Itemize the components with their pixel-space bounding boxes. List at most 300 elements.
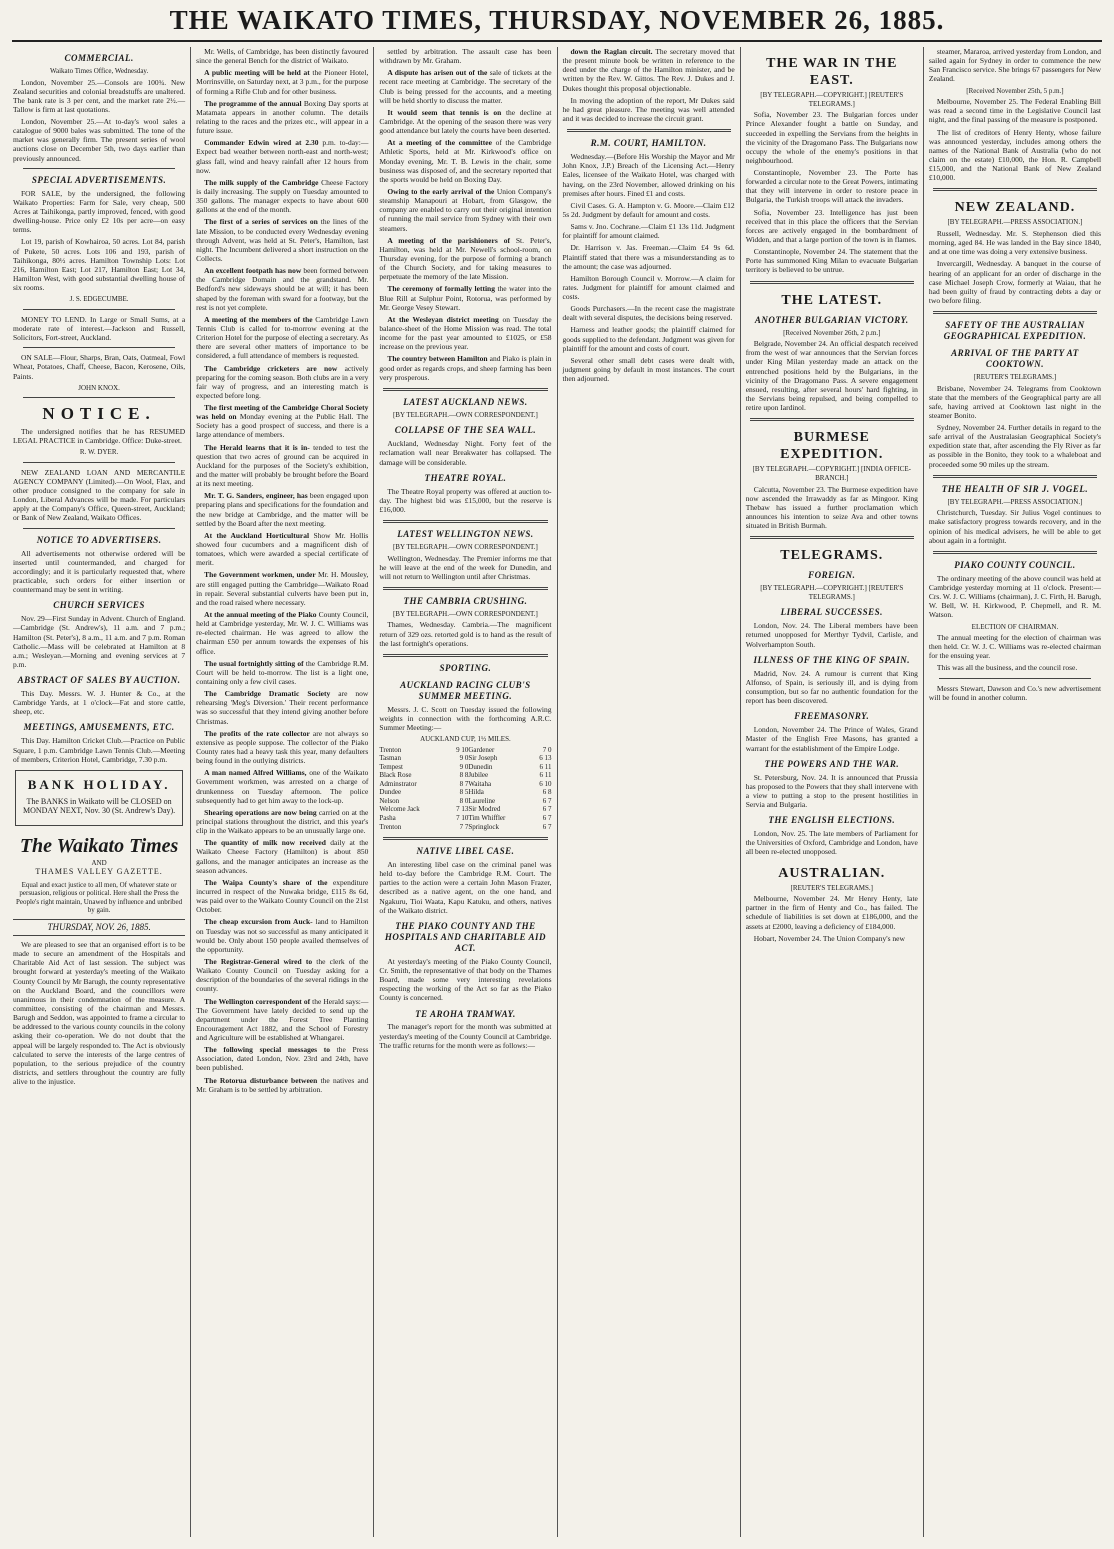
horse-name: Dundee (379, 788, 402, 797)
horse-weight: 6 11 (539, 771, 552, 780)
australian-source: [REUTER'S TELEGRAMS.] (790, 883, 873, 892)
paragraph-body: daily at the Waikato Cheese Factory (Hamilton) is about 850 gallons, and the manager anticipates an increase as the season advances. (196, 838, 369, 875)
horse-name: Waitaha (468, 779, 492, 788)
column-1 (8, 47, 190, 1537)
council-closing-text: This was all the business, and the council rose. (936, 663, 1078, 673)
meetings-text: This Day. Hamilton Cricket Club.—Practice on Public Square, 1 p.m. Cambridge Lawn Tennis Club.—Meeting of members, Criterion Hotel, Cambridge, 7.30 p.m. (13, 736, 186, 764)
paragraph-body: on Tuesday the balance-sheet of the Home Mission was read. The total income for the past year amounted to £1025, or £58 increase on the previous year. (379, 314, 552, 352)
horse-weight: 9 10 (456, 745, 469, 754)
horse-weight: 6 8 (542, 788, 552, 797)
paragraph-body: Union Company's steamship Manapouri at Hobart, from Glasgow, the company are enabled to carry out their original intention of running the mail service from Sydney with their own steamers. (379, 186, 552, 233)
australian-heading: AUSTRALIAN. (778, 865, 886, 881)
foreign-source: [BY TELEGRAPH.—COPYRIGHT.] [REUTER'S TELEGRAMS.] (760, 584, 904, 601)
editorial-masthead (13, 834, 185, 877)
divider (933, 475, 1097, 478)
foreign-heading: FOREIGN. (808, 570, 856, 581)
paragraph-body: the lines of the late Mission, to be conducted every Wednesday evening through Advent, was held at St. Peter's, Hamilton, last night. The Incumbent delivered a short instruction on the Collects. (196, 217, 369, 263)
rm-court-text: Several other small debt cases were dealt with, judgment going by default in most instances. The court then adjourned. (562, 355, 735, 384)
meetings-heading: MEETINGS, AMUSEMENTS, ETC. (23, 722, 175, 733)
paragraph-body: the decline at Cambridge. At the opening of the season there was very good attendance but lately the courts have been deserted. (379, 107, 552, 136)
piako-hospitals-text: At yesterday's meeting of the Piako County Council, Cr. Smith, the representative of that body on the Thames Board, made some very interesting revelations respecting the working of the Act so far as the Piako County is concerned. (379, 956, 552, 1003)
paragraph-body: been engaged upon preparing plans and specifications for the foundation and the new bridge at Cambridge, and the matter will be settled by the Board after the next meeting. (196, 491, 369, 528)
auction-abstract-heading: ABSTRACT OF SALES BY AUCTION. (17, 675, 181, 686)
masthead (12, 0, 1102, 42)
church-services-heading: CHURCH SERVICES (53, 600, 145, 611)
news-paragraph: The list of creditors of Henry Henty, whose failure was announced yesterday, includes among others the names of the National Bank of Australia (who do not claim on the estate) £10,000, the Hon. R. Campbell £15,000, and the National Bank of New Zealand £10,000. (928, 127, 1102, 183)
horse-name: Hilda (468, 788, 484, 797)
burmese-source: [BY TELEGRAPH.—COPYRIGHT.] [INDIA OFFICE-BRANCH.] (752, 465, 911, 482)
tramway-heading: TE AROHA TRAMWAY. (415, 1008, 516, 1019)
new-zealand-source: [BY TELEGRAPH.—PRESS ASSOCIATION.] (947, 218, 1083, 227)
paragraph-lead: The country between Hamilton (387, 354, 488, 364)
wellington-news-text: Wellington, Wednesday. The Premier informs me that he will leave at the end of the week for Dunedin, and will not return to Wellington until after Christmas. (379, 553, 552, 581)
paragraph-lead: down the Raglan circuit. (570, 47, 653, 56)
horse-weight: 7 10 (456, 814, 469, 823)
paragraph-lead: The first meeting of the Cambridge Choral Society was held on (196, 403, 369, 422)
news-paragraph (196, 99, 368, 136)
horse-weight: 7 7 (459, 822, 469, 831)
weights-row (379, 754, 551, 763)
divider (23, 528, 175, 529)
illness-text: Madrid, Nov. 24. A rumour is current that King Alfonso, of Spain, is seriously ill, and is dying from consumption, but so far no authentic foundation for the report has been discovered. (745, 668, 918, 706)
special-ads-heading: SPECIAL ADVERTISEMENTS. (31, 174, 167, 185)
elections-text: London, Nov. 25. The late members of Parliament for the Universities of Oxford, Cambridge and London, have all been re-elected unopposed. (745, 829, 918, 857)
paragraph-body: Show Mr. Hollis showed four cucumbers and a magnificent dish of tomatoes, which were awarded a special certificate of merit. (196, 530, 369, 568)
columns (8, 47, 1106, 1537)
paragraph-lead: The Waipa County's share of the (204, 877, 328, 887)
notice-text: The undersigned notifies that he has RESUMED LEGAL PRACTICE in Cambridge. Office: Duke-street. (13, 426, 186, 446)
advertisement-note: Messrs Stewart, Dawson and Co.'s new advertisement will be found in another column. (928, 683, 1102, 702)
paragraph-lead: The Wellington correspondent of (204, 996, 311, 1006)
arrival-text: Brisbane, November 24. Telegrams from Cooktown state that the members of the Geographical party are all safe, having arrived at Cooktown last night in the steamer Bonito. (928, 383, 1102, 420)
editorial-dateline: THURSDAY, NOV. 26, 1885. (13, 919, 185, 936)
paragraph-lead: The cheap excursion from Auck- (204, 917, 313, 927)
news-paragraph: In moving the adoption of the report, Mr Dukes said he had great pleasure. The meeting was well attended and it was decided to increase the circuit grant. (562, 95, 735, 123)
paragraph-lead: At the annual meeting of the Piako (204, 610, 317, 620)
news-paragraph (379, 108, 551, 135)
news-paragraph (196, 443, 368, 489)
paragraph-body: Monday evening at the Public Hall. The Society has a good prospect of success, and there is a large attendance of members. (196, 412, 369, 440)
paragraph-body: sale of tickets at the recent race meeting at Cambridge. The secretary of the Club is being pressed for the accounts, and a meeting will be held shortly to discuss the matter. (379, 68, 552, 105)
news-paragraph (196, 315, 368, 361)
news-paragraph (379, 284, 551, 311)
burmese-text: Calcutta, November 23. The Burmese expedition have now ascended the Irrawaddy as far as Mingoor. King Thebaw has issued a further proclamation which announces his intention to seize Ava and other towns situated in British Burmah. (745, 484, 918, 531)
horse-name: Trenton (379, 822, 402, 831)
divider (567, 129, 731, 132)
news-paragraph (379, 68, 551, 105)
horse-weight: 8 7 (459, 779, 469, 788)
paragraph-body: County Council, held at Cambridge yesterday, Mr. W. J. C. Williams was re-elected chairman. He was agreed to allow the chairman £50 per annum towards the expenses of his office. (196, 610, 369, 656)
paragraph-lead: Shearing operations are now being (204, 807, 317, 817)
horse-name: Gardener (468, 745, 495, 754)
rm-court-text: Harness and leather goods; the plaintiff claimed for goods supplied to the defendant. Judgment was given for plaintiff for the amount and costs of court. (562, 325, 735, 353)
horse-name: Pasha (379, 814, 396, 823)
paragraph-lead: A public meeting will be held at (204, 68, 310, 78)
war-text: Sofia, November 23. The Bulgarian forces under Prince Alexander fought a battle on Sunday, and succeeded in expelling the Servians from the heights in the vicinity of the Dragomano Pass. The Bulgarians now occupy the whole of the enemy's positions in that neighbourhood. (745, 110, 918, 165)
divider (23, 462, 175, 463)
paper-gazette: THAMES VALLEY GAZETTE. (35, 867, 163, 877)
paragraph-lead: The milk supply of the Cambridge (204, 177, 319, 187)
horse-name: Sir Joseph (468, 754, 498, 763)
news-paragraph (196, 768, 368, 805)
news-paragraph (196, 138, 368, 175)
latest-heading: THE LATEST. (781, 292, 883, 308)
paragraph-body: the Cambridge R.M. Court will be held to-morrow. The list is a light one, containing only a few civil cases. (196, 658, 369, 686)
auckland-news-source: [BY TELEGRAPH.—OWN CORRESPONDENT.] (392, 410, 538, 419)
news-paragraph (196, 217, 368, 263)
paragraph-body: actively preparing for the coming season. Both clubs are in a very fair way of progress, and an interesting match is expected before long. (196, 363, 369, 400)
weights-row (379, 797, 551, 806)
horse-weight: 6 7 (542, 814, 552, 823)
paragraph-body: the water into the Blue Rill at Sulphur Point, Rotorua, was performed by Mr. George Vesey Stewart. (379, 284, 552, 312)
news-paragraph (196, 491, 368, 528)
paragraph-lead: A meeting of the members of the (204, 314, 313, 324)
paragraph-lead: The usual fortnightly sitting of (204, 658, 304, 668)
paragraph-body: the natives and Mr. Graham is to be settled by arbitration. (196, 1075, 369, 1094)
wellington-news-source: [BY TELEGRAPH.—OWN CORRESPONDENT.] (392, 543, 538, 552)
horse-weight: 7 13 (456, 805, 469, 814)
divider (933, 311, 1097, 314)
news-paragraph (196, 659, 368, 686)
special-ad-text: FOR SALE, by the undersigned, the following Waikato Properties: Farm for Sale, very cheap, 500 Acres at Taihikonga, partly improved, fenced, with good dwelling-house. Price only £2 10s per acre—on easy terms. (13, 188, 186, 235)
wellington-news-heading: LATEST WELLINGTON NEWS. (397, 529, 534, 540)
horse-name: Sir Modred (468, 805, 501, 814)
rm-court-text: Sams v. Jno. Cochrane.—Claim £1 13s 11d. Judgment for plaintiff for amount claimed. (562, 222, 735, 241)
rm-court-text: Hamilton Borough Council v. Morrow.—A claim for rates. Judgment for plaintiff for amount claimed and costs. (562, 273, 735, 302)
news-paragraph (379, 236, 551, 282)
paragraph-lead: The Herald learns that it is in- (204, 442, 310, 452)
theatre-heading: THEATRE ROYAL. (424, 472, 507, 483)
sporting-heading: SPORTING. (439, 662, 492, 673)
weights-row (379, 814, 551, 823)
lots-text: Lot 19, parish of Kowhairoa, 50 acres. Lot 84, parish of Pukete, 50 acres. Lots 106 and 193, parish of Taihikonga, 80½ acres. Hamilton Township Lots: Lot 216, Hamilton East; Lot 217, Hamilton East; Lot 34, Hamilton West, with good substantial dwelling house of six rooms. (13, 237, 186, 293)
paragraph-lead: The Cambridge cricketers are now (204, 363, 338, 373)
horse-weight: 6 7 (542, 796, 552, 805)
weights-row (379, 763, 551, 772)
arrival-heading: ARRIVAL OF THE PARTY AT COOKTOWN. (951, 348, 1079, 369)
divider (939, 678, 1091, 679)
news-paragraph (196, 997, 368, 1043)
auckland-news-heading: LATEST AUCKLAND NEWS. (403, 396, 528, 407)
paragraph-lead: The Government workmen, under (204, 570, 316, 580)
paragraph-lead: The Cambridge Dramatic Society (204, 689, 331, 699)
racing-club-heading: AUCKLAND RACING CLUB'S SUMMER MEETING. (400, 679, 531, 701)
news-paragraph (196, 178, 368, 215)
paragraph-body: p.m. to-day:—Expect bad weather between north-east and north-west; glass fall, wind and heavy rainfall after 12 hours from now. (196, 138, 369, 175)
paragraph-lead: A dispute has arisen out of the (387, 68, 488, 78)
news-paragraph (196, 531, 368, 568)
news-paragraph: Melbourne, November 25. The Federal Enabling Bill was read a second time in the Legislative Council last night, and the final passing of the measure is postponed. (928, 97, 1102, 125)
editorial-text: We are pleased to see that an organised effort is to be made to secure an amendment of the Hospitals and Charitable Aid Act of last session. The subject was brought forward at yesterday's meeting of the Waikato County Council by Mr Barugh, the county representative on the Auckland Board, and the councillors were unanimous in their condemnation of the measure. A committee, consisting of the chairman and Messrs. Barugh and Seddon, was appointed to frame a circular to be addressed to the various county councils in the colony asking their co-operation. We do not doubt that the appeal will be largely responded to. The Act is obviously calculated to serve the interests of the large centres of population, to the serious prejudice of the country districts, and settlers throughout the country are fully alive to the injustice. (13, 939, 186, 1087)
telegrams-heading: TELEGRAMS. (780, 548, 884, 564)
paragraph-body: St. Peter's, Hamilton, was held at Mr. Newell's school-room, on Thursday evening, for the purpose of forming a branch of the Church Society, and for taking measures to perpetuate the memory of the late Mission. (379, 235, 552, 282)
weights-table (379, 746, 551, 831)
news-paragraph (196, 1076, 368, 1094)
news-paragraph: settled by arbitration. The assault case has been withdrawn by Mr. Graham. (379, 47, 552, 66)
horse-weight: 8 0 (459, 796, 469, 805)
divider (383, 587, 547, 590)
horse-name: Welcome Jack (379, 805, 420, 814)
vogel-heading: THE HEALTH OF SIR J. VOGEL. (941, 483, 1089, 494)
edgecumbe-signature: J. S. EDGECUMBE. (69, 295, 129, 304)
paragraph-body: Cambridge Lawn Tennis Club is called for to-morrow evening at the Criterion Hotel for the purpose of electing a secretary. As there are several other matters of importance to be considered, a full attendance of members is requested. (196, 314, 369, 361)
paragraph-body: Mr. H. Mousley, are still engaged putting the Cambridge—Waikato Road in repair. Several substantial culverts have been put in, and the road raised where necessary. (196, 570, 369, 607)
news-paragraph: Mr. Wells, of Cambridge, has been distinctly favoured since the general Bench for the district of Waikato. (196, 47, 369, 66)
paragraph-lead: The ceremony of formally letting (387, 284, 495, 294)
news-paragraph (196, 610, 368, 656)
divider (750, 536, 914, 539)
horse-name: Black Rose (379, 771, 412, 780)
australian-text: Melbourne, November 24. Mr Henry Henty, late partner in the firm of Henty and Co., has failed. The schedule of liabilities is set down at £186,000, and the assets at £2000, leaving a deficiency of £184,000. (745, 894, 918, 931)
paragraph-body: the Pioneer Hotel, Morrinsville, on Saturday next, at 3 p.m., for the purpose of forming a Rifle Club and for other business. (196, 68, 369, 96)
received-note: [Received November 25th, 5 p.m.] (966, 86, 1064, 95)
paragraph-body: of the Cambridge Athletic Sports, held at Mr. Kirkwood's office on Monday evening, Mr. T. B. Lewis in the chair, some business was disposed of, and the secretary reported that the sports would be held on Boxing Day. (379, 138, 552, 184)
liberal-text: London, Nov. 24. The Liberal members have been returned unopposed for Merthyr Tydvil, Carlisle, and Wolverhampton South. (745, 621, 918, 649)
news-paragraph (196, 403, 368, 440)
horse-weight: 6 11 (539, 762, 552, 771)
horse-weight: 9 0 (459, 754, 469, 763)
news-paragraph (196, 266, 368, 312)
paragraph-body: expenditure incurred in respect of the Nuwaka bridge, £115 8s 6d, was paid over to the Waikato County Council on the 21st October. (196, 877, 369, 915)
horse-weight: 9 0 (459, 762, 469, 771)
paragraph-body: are now rehearsing 'Meg's Diversion.' Their recent performance was so successful that they intend giving another before Christmas. (196, 689, 369, 726)
divider (933, 551, 1097, 554)
paragraph-lead: It would seem that tennis is on (387, 107, 502, 117)
rm-court-text: Wednesday.—(Before His Worship the Mayor and Mr John Knox, J.P.) Breach of the Licensing Act.—Henry Eales, licensee of the Waikato Hotel, was charged with having, on the 23rd November, allowed drinking on his premises after hours. Fined £1 and costs. (562, 152, 735, 198)
divider (750, 281, 914, 284)
money-to-lend-ad: MONEY TO LEND. In Large or Small Sums, at a moderate rate of interest.—Jackson and Russell, Solicitors, Fort-street, Auckland. (13, 314, 186, 343)
commercial-subheading: Waikato Times Office, Wednesday. (49, 66, 149, 75)
divider (23, 397, 175, 398)
cambria-source: [BY TELEGRAPH.—OWN CORRESPONDENT.] (392, 609, 538, 618)
election-chairman-heading: ELECTION OF CHAIRMAN. (971, 622, 1059, 631)
weights-row (379, 788, 551, 797)
news-paragraph (196, 917, 368, 954)
news-paragraph (196, 68, 368, 95)
divider (383, 654, 547, 657)
horse-weight: 7 0 (542, 745, 552, 754)
news-paragraph (196, 957, 368, 994)
new-zealand-heading: NEW ZEALAND. (954, 200, 1076, 216)
news-paragraph (379, 138, 551, 184)
paragraph-body: are not always so extensive as people suppose. The collector of the Piako County rates had a heavy task this year, many defaulters being found in the outlying districts. (196, 728, 369, 766)
cambria-text: Thames, Wednesday. Cambria.—The magnificent return of 329 ozs. retorted gold is to hand as the result of the last fortnight's operations. (379, 620, 552, 648)
bulgarian-victory-heading: ANOTHER BULGARIAN VICTORY. (754, 314, 909, 325)
divider (23, 168, 175, 169)
rm-court-text: Dr. Harrison v. Jas. Freeman.—Claim £4 9s 6d. Plaintiff stated that there was a misunderstanding as to the amount; the case was adjourned. (562, 243, 735, 271)
dyer-signature: R. W. DYER. (79, 448, 119, 457)
divider (383, 520, 547, 523)
horse-name: Springlock (468, 822, 500, 831)
war-source: [BY TELEGRAPH.—COPYRIGHT.] [REUTER'S TELEGRAMS.] (760, 91, 904, 108)
war-text: Constantinople, November 23. The Porte has forwarded a circular note to the Great Powers, intimating that they will intervene in order to restore peace in Bulgaria, the Turkish troops will attack the invaders. (745, 168, 918, 205)
sea-wall-text: Auckland, Wednesday Night. Forty feet of the reclamation wall near Breakwater has collapsed. The damage will be considerable. (379, 439, 552, 467)
divider (383, 388, 547, 391)
news-paragraph (196, 878, 368, 915)
nz-loan-ad: NEW ZEALAND LOAN AND MERCANTILE AGENCY COMPANY (Limited).—On Wool, Flax, and other produce consigned to the company for sale in London, Liberal Advances will be made. For particulars apply at the Company's Office, Queen-street, Auckland; or Bank of New Zealand, Waikato Offices. (13, 467, 186, 523)
bank-holiday-box (15, 770, 183, 826)
horse-name: Jubilee (468, 771, 489, 780)
paragraph-lead: The programme of the annual (204, 98, 302, 108)
paragraph-lead: At the Auckland Horticultural (204, 530, 310, 540)
paragraph-lead: Commander Edwin wired at 2.30 (204, 138, 319, 148)
war-heading: THE WAR IN THE EAST. (766, 56, 898, 89)
on-sale-ad: ON SALE—Flour, Sharps, Bran, Oats, Oatmeal, Fowl Wheat, Potatoes, Chaff, Cheese, Bacon, Kerosene, Oils, Paints. (13, 353, 186, 381)
knox-signature: JOHN KNOX. (78, 383, 120, 392)
paragraph-lead: At the Wesleyan district meeting (387, 314, 499, 324)
paper-motto: Equal and exact justice to all men, Of whatever state or persuasion, religious or political. Here shall the Press the People's right maintain, Unawed by influence and unbribed by gain. (16, 880, 183, 915)
advertisers-notice-text: All advertisements not otherwise ordered will be inserted until countermanded, and charged for accordingly; and it is particularly requested that, where practicable, such orders for either insertion or countermand may be sent in writing. (13, 548, 186, 595)
australian-text: Hobart, November 24. The Union Company's new (753, 933, 905, 943)
rm-court-heading: R.M. COURT, HAMILTON. (590, 138, 707, 149)
latest-text: Belgrade, November 24. An official despatch received from the west of war announces that the Servian forces under King Milan yesterday made an attack on the entrenched positions held by the Bulgarians, in the vicinity of the Dragomano Pass. A severe engagement ensued, resulting, after several hours' hard fighting, in the Servians being repulsed, and being compelled to retire upon Iardinol. (745, 339, 918, 413)
paragraph-body: Cheese Factory is daily increasing. The supply on Tuesday amounted to 350 gallons. The manager expects to have about 600 gallons at the end of the month. (196, 177, 369, 215)
burmese-heading: BURMESE EXPEDITION. (780, 430, 884, 463)
paragraph-body: one of the Waikato Government workmen, was arrested on a charge of drunkenness on Tuesday afternoon. The police subsequently had to get him away to the lock-up. (196, 768, 369, 805)
council-text: The ordinary meeting of the above council was held at Cambridge yesterday morning at 11 o'clock. Present:—Crs. W. J. C. Williams (chairman), J. C. Firth, H. Barugh, W. Bell, W. H. Kirkwood, P. Chepmell, and R. M. Watson. (928, 573, 1102, 620)
weights-row (379, 805, 551, 814)
news-paragraph (379, 187, 551, 233)
weights-row (379, 823, 551, 832)
powers-heading: THE POWERS AND THE WAR. (764, 758, 900, 769)
commercial-text: London, November 25.—Consols are 100¾. New Zealand securities and colonial breadstuffs are unaltered. The bank rate is 3 per cent, and the market rate 2½.—Tallow is firm at last quotations. (13, 77, 186, 114)
paragraph-body: carried on at the principal stations throughout the district, and this year's clip in the Waikato appears to be an unusually large one. (196, 807, 369, 836)
cambria-heading: THE CAMBRIA CRUSHING. (403, 595, 528, 606)
column-4 (557, 47, 740, 1537)
freemasonry-text: London, November 24. The Prince of Wales, Grand Master of the English Free Masons, has granted a warrant for the establishment of the Empire Lodge. (745, 725, 918, 753)
bank-holiday-heading: BANK HOLIDAY. (27, 776, 171, 792)
wool-text: London, November 25.—At to-day's wool sales a catalogue of 9000 bales was submitted. The tone of the market was generally firm. The present series of wool auctions close on December 5th, two days earlier than previously announced. (13, 117, 186, 163)
news-paragraph (563, 47, 735, 93)
paragraph-lead: The first of a series of services on (204, 217, 318, 227)
vogel-source: [BY TELEGRAPH.—PRESS ASSOCIATION.] (947, 497, 1083, 506)
paragraph-lead: The following special messages to (204, 1045, 331, 1055)
freemasonry-heading: FREEMASONRY. (794, 711, 870, 722)
paragraph-body: tended to test the question that two acres of ground can be acquired in Auckland for the purposes of the Society's exhibition, and the matter will probably be brought before the Board at its next meeting. (196, 442, 369, 489)
divider (750, 418, 914, 421)
horse-name: Tim Whiffler (468, 814, 506, 823)
paragraph-lead: The Rotorua disturbance between (204, 1075, 318, 1085)
war-text: Constantinople, November 24. The statement that the Porte has summoned King Milan to evacuate Bulgarian territory is believed to be untrue. (745, 247, 918, 275)
paragraph-body: The secretary moved that the present minute book be written in reference to the deed under the charge of the Hamilton minister, and be written by the Rev. W. Gittos. The Rev. J. Dukes and J. Dukes thought this proposal objectionable. (562, 47, 735, 93)
sea-wall-heading: COLLAPSE OF THE SEA WALL. (394, 425, 537, 436)
divider (23, 309, 175, 310)
horse-name: Dunedin (468, 762, 493, 771)
news-paragraph (196, 729, 368, 766)
horse-name: Adminstrator (379, 779, 417, 788)
new-zealand-text: Invercargill, Wednesday. A banquet in the course of hearing of an applicant for an order of discharge in the case Michael Joseph Crow, formerly at Waiau, that he had been guilty of fraud by contracting debts a day or two before filing. (928, 259, 1102, 305)
news-paragraph (379, 354, 551, 381)
horse-name: Tempest (379, 762, 403, 771)
column-2 (190, 47, 373, 1537)
paragraph-body: the clerk of the Waikato County Council on Tuesday asking for a description of the boundaries of the several ridings in the county. (196, 956, 369, 994)
news-paragraph (196, 570, 368, 607)
racing-club-text: Messrs. J. C. Scott on Tuesday issued the following weights in connection with the forthcoming A.R.C. Summer Meeting:— (379, 704, 552, 733)
advertisers-notice-heading: NOTICE TO ADVERTISERS. (36, 534, 162, 545)
news-paragraph (196, 1045, 368, 1072)
libel-case-heading: NATIVE LIBEL CASE. (416, 846, 515, 857)
arrival-source: [REUTER'S TELEGRAMS.] (973, 372, 1057, 381)
theatre-text: The Theatre Royal property was offered at auction to-day. The highest bid was £15,000, but the reserve is £16,000. (379, 486, 552, 514)
elections-heading: THE ENGLISH ELECTIONS. (768, 815, 896, 826)
paragraph-body: the Herald says:—The Government have lately decided to send up the department under the Forest Tree Planting Encouragement Act 1882, and the School of Forestry and Agriculture will be established at Whangarei. (196, 996, 369, 1043)
cup-heading: AUCKLAND CUP, 1½ MILES. (420, 735, 511, 744)
election-chairman-text: The annual meeting for the election of chairman was then held. Cr. W. J. C. Williams was re-elected chairman for the ensuing year. (928, 633, 1102, 661)
horse-weight: 6 13 (539, 754, 552, 763)
paragraph-body: and Piako is plain in good order as regards crops, and sheep farming has been very prosperous. (379, 354, 552, 382)
paper-name: The Waikato Times (19, 835, 179, 858)
paragraph-body: been formed between the Cambridge Domain and the grandstand. Mr. Bedford's new sideways should be at will; it has been shaped by the foreman with sward for a footway, but the rest is not yet complete. (196, 266, 369, 312)
column-3 (373, 47, 556, 1537)
paragraph-lead: An excellent footpath has now (204, 266, 302, 276)
paragraph-lead: The quantity of milk now received (204, 838, 326, 848)
church-services-text: Nov. 29—First Sunday in Advent. Church of England.—Cambridge (St. Andrew's), 11 a.m. and 7 p.m.; Hamilton (St. Peter's), 8 a.m., 11 a.m. and 7 p.m. Roman Catholic.—Mass will be celebrated at Hamilton at 8 a.m.; Wesleyan.—Morning and evening services at 7 p.m. (13, 614, 186, 669)
rm-court-text: Civil Cases. G. A. Hampton v. G. Moore.—Claim £12 5s 2d. Judgment by default for amount and costs. (562, 200, 735, 219)
column-6 (923, 47, 1106, 1537)
divider (383, 837, 547, 840)
paragraph-lead: A meeting of the parishioners of (387, 235, 510, 245)
paragraph-lead: The profits of the rate collector (204, 728, 310, 738)
horse-name: Trenton (379, 745, 402, 754)
libel-case-text: An interesting libel case on the criminal panel was held to-day before the Cambridge R.M. Court. The parties to the action were a certain John Mason Frazer, described as a native agent, on the one hand, and Ngakuru, Tioi Waata, Kapu Katuku, and others, natives of the Waikato district. (379, 860, 552, 915)
paragraph-lead: A man named Alfred Williams, (204, 768, 307, 778)
news-paragraph (196, 838, 368, 875)
arrival-text: Sydney, November 24. Further details in regard to the safe arrival of the Australasian Geographical Society's expedition state that, after ascending the Fly River as far as possible in the Bonito, they took to a whaleboat and proceeded some 90 miles up the stream. (928, 423, 1102, 469)
horse-name: Nelson (379, 796, 400, 805)
paragraph-lead: Owing to the early arrival of the (387, 186, 495, 196)
war-text: Sofia, November 23. Intelligence has just been received that in this place the officers that the Servian forces are actively engaged in the bombardment of Widden, and that a large portion of the town is in flames. (745, 207, 918, 245)
news-paragraph (379, 315, 551, 352)
liberal-heading: LIBERAL SUCCESSES. (780, 607, 883, 618)
news-paragraph (196, 808, 368, 835)
paragraph-body: Boxing Day sports at Matamata appears in another column. The details relating to the races and the prizes etc., will appear in a future issue. (196, 98, 369, 136)
horse-weight: 8 8 (459, 771, 469, 780)
horse-weight: 6 7 (542, 822, 552, 831)
newspaper-title: THE WAIKATO TIMES, THURSDAY, NOVEMBER 26, 1885. (169, 4, 945, 35)
rm-court-text: Goods Purchasers.—In the recent case the magistrate dealt with several disputes, the decisions being reserved. (562, 304, 735, 323)
piako-hospitals-heading: THE PIAKO COUNTY AND THE HOSPITALS AND CHARITABLE AID ACT. (384, 920, 546, 953)
commercial-heading: COMMERCIAL. (64, 53, 134, 63)
horse-name: Laureline (468, 796, 496, 805)
safety-heading: SAFETY OF THE AUSTRALIAN GEOGRAPHICAL EXPEDITION. (943, 320, 1087, 342)
tramway-text: The manager's report for the month was submitted at yesterday's meeting of the County Council at Cambridge. The traffic returns for the month were as follows:— (379, 1022, 552, 1050)
paragraph-lead: At a meeting of the committee (387, 138, 492, 148)
horse-weight: 6 10 (539, 779, 552, 788)
illness-heading: ILLNESS OF THE KING OF SPAIN. (753, 654, 911, 665)
latest-received: [Received November 26th, 2 p.m.] (783, 328, 881, 337)
paragraph-lead: The Registrar-General wired to (204, 956, 313, 966)
horse-name: Tasman (379, 754, 402, 763)
bank-holiday-text: The BANKS in Waikato will be CLOSED on MONDAY NEXT, Nov. 30 (St. Andrew's Day). (23, 796, 176, 816)
column-5 (740, 47, 923, 1537)
divider (23, 347, 175, 348)
horse-weight: 8 5 (459, 788, 469, 797)
paragraph-body: land to Hamilton on Tuesday was not so successful as many anticipated it would be. Only about 150 people availed themselves of the opportunity. (196, 917, 369, 954)
auction-abstract-text: This Day. Messrs. W. J. Hunter & Co., at the Cambridge Yards, at 1 o'clock—Fat and store cattle, sheep, etc. (13, 689, 186, 717)
divider (933, 188, 1097, 191)
news-paragraph (196, 364, 368, 401)
paper-and: AND (91, 858, 107, 867)
paragraph-lead: Mr. T. G. Sanders, engineer, has (204, 491, 308, 501)
paragraph-body: the Press Association, dated London, Nov. 23rd and 24th, have been published. (196, 1045, 369, 1073)
new-zealand-text: Russell, Wednesday. Mr. S. Stephenson died this morning, aged 84. He was landed in the Bay since 1840, and at one time was doing a very extensive business. (928, 228, 1102, 257)
notice-heading: NOTICE. (42, 404, 156, 424)
news-paragraph: steamer, Mararoa, arrived yesterday from London, and sailed again for Sydney in order to commence the new San Francisco service. She brings 67 passengers for New Zealand. (928, 47, 1102, 84)
council-heading: PIAKO COUNTY COUNCIL. (954, 559, 1076, 570)
vogel-text: Christchurch, Tuesday. Sir Julius Vogel continues to make satisfactory progress towards recovery, and in the opinion of his medical advisers, he will be able to get about again in a fortnight. (928, 508, 1102, 545)
horse-weight: 6 7 (542, 805, 552, 814)
weights-row (379, 746, 551, 755)
